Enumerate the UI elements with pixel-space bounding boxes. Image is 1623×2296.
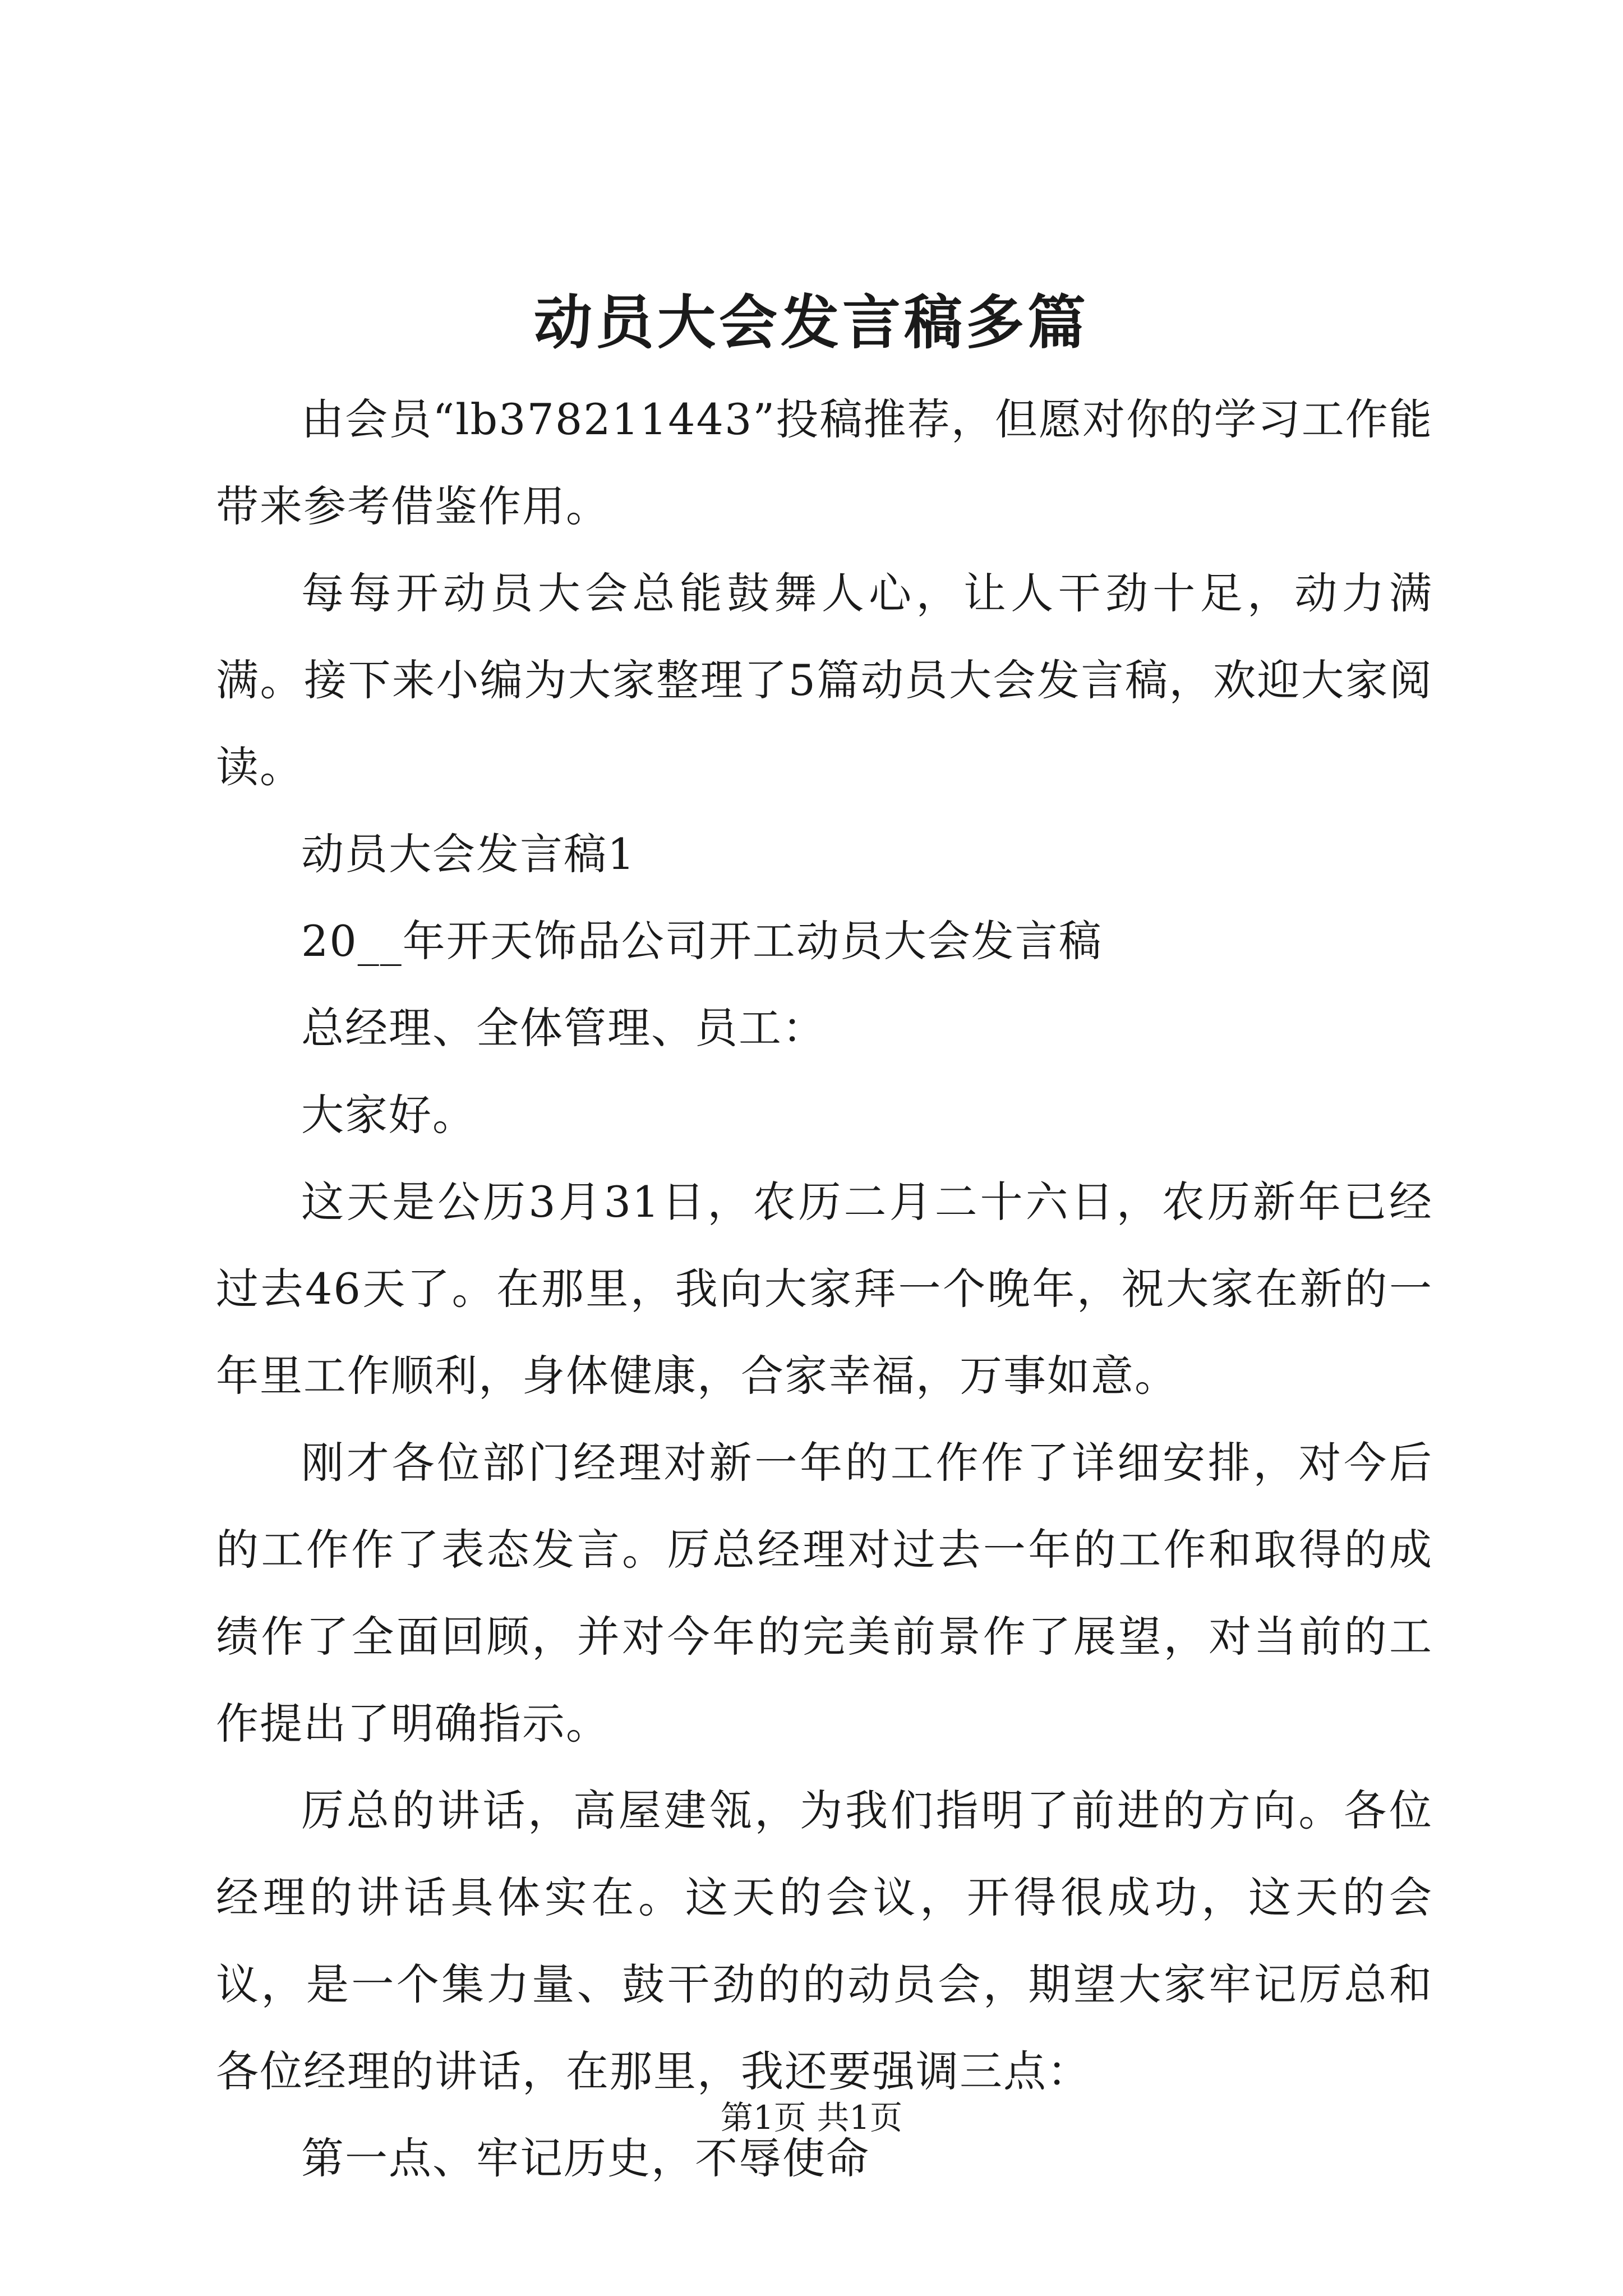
paragraph-greeting: 大家好。: [301, 1090, 476, 1140]
paragraph-remarks: 厉总的讲话，高屋建瓴，为我们指明了前进的方向。各位经理的讲话具体实在。这天的会议，开得很成功，这天的会议，是一个集力量、鼓干劲的的动员会，期望大家牢记厉总和各位经理的讲话，在那里，我还要强调三点：: [216, 1786, 1433, 2096]
document-title: 动员大会发言稿多篇: [533, 288, 1089, 357]
paragraph-intro: 由会员“lb378211443”投稿推荐，但愿对你的学习工作能带来参考借鉴作用。: [216, 394, 1433, 531]
paragraph-speech-heading: 动员大会发言稿1: [301, 829, 636, 879]
document-body: [216, 376, 1433, 2202]
page-footer: 第1页 共1页: [720, 2099, 903, 2137]
paragraph-point-one: 第一点、牢记历史，不辱使命: [301, 2133, 870, 2183]
paragraph-review: 刚才各位部门经理对新一年的工作作了详细安排，对今后的工作作了表态发言。厉总经理对过去一年的工作和取得的成绩作了全面回顾，并对今年的完美前景作了展望，对当前的工作提出了明确指示。: [216, 1438, 1433, 1749]
paragraph-summary: 每每开动员大会总能鼓舞人心，让人干劲十足，动力满满。接下来小编为大家整理了5篇动员大会发言稿，欢迎大家阅读。: [216, 568, 1433, 792]
paragraph-speech-title: 20__年开天饰品公司开工动员大会发言稿: [301, 916, 1103, 966]
paragraph-date: 这天是公历3月31日，农历二月二十六日，农历新年已经过去46天了。在那里，我向大家拜一个晚年，祝大家在新的一年里工作顺利，身体健康，合家幸福，万事如意。: [216, 1177, 1433, 1401]
paragraph-salutation: 总经理、全体管理、员工：: [301, 1003, 826, 1053]
